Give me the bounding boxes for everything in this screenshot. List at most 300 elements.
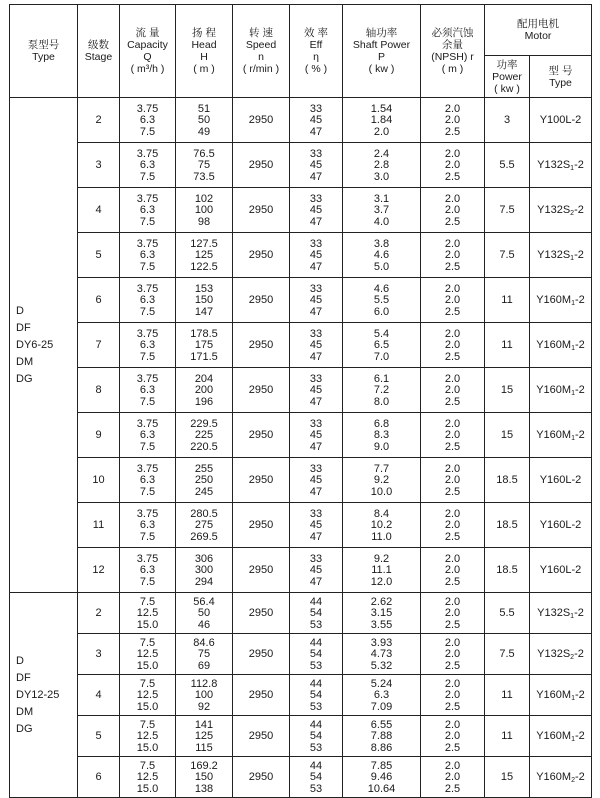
shaft-power-cell-value: 2.4 [373,147,390,160]
motor-power-cell: 15 [485,368,530,413]
npsh-cell-value: 2.0 [444,294,461,307]
shaft-power-cell [343,98,421,143]
motor-type-suffix: -2 [574,647,584,660]
shaft-power-cell [343,143,421,188]
head-cell-value: 225 [194,429,214,442]
motor-type-cell [530,278,592,323]
motor-type-cell [530,233,592,278]
motor-type-subscript: 1 [571,735,575,743]
head-cell [176,675,233,716]
head-cell [176,593,233,634]
shaft-power-cell [343,233,421,278]
capacity-cell-value: 7.5 [139,395,156,408]
speed-cell: 2950 [233,458,290,503]
shaft-power-cell [343,716,421,757]
head-cell-value: 220.5 [190,440,218,453]
shaft-power-cell-value: 3.8 [373,237,390,250]
shaft-power-cell-value: 4.6 [373,249,390,262]
motor-type-cell [530,458,592,503]
motor-type-subscript: 1 [571,434,575,442]
npsh-cell [421,98,485,143]
speed-cell: 2950 [233,503,290,548]
head-cell-value: 125 [194,249,214,262]
npsh-cell-value: 2.0 [444,249,461,262]
stage-cell: 6 [78,757,120,798]
npsh-cell-value: 2.5 [444,125,461,138]
stage-cell: 4 [78,188,120,233]
table-row [10,675,592,716]
npsh-cell-value: 2.5 [444,260,461,273]
table-row [10,143,592,188]
motor-type-cell [530,143,592,188]
efficiency-cell-value: 54 [309,771,323,784]
npsh-cell-value: 2.5 [444,530,461,543]
motor-type-suffix: -2 [574,606,584,619]
npsh-cell-value: 2.0 [444,102,461,115]
motor-power-cell: 5.5 [485,143,530,188]
head-cell-value: 100 [194,204,214,217]
shaft-power-cell-value: 8.86 [370,741,393,754]
pump-type-line: D [16,654,24,667]
table-row [10,716,592,757]
capacity-cell [120,716,176,757]
motor-type-subscript: 1 [571,344,575,352]
motor-type-base: Y160M [536,729,572,742]
speed-cell: 2950 [233,716,290,757]
pump-performance-table [9,4,592,798]
head-cell-value: 250 [194,474,214,487]
shaft-power-cell-value: 2.8 [373,159,390,172]
table-row [10,98,592,143]
head-cell [176,278,233,323]
npsh-cell-value: 2.5 [444,305,461,318]
header-motor-type: 型 号 Type [530,56,592,98]
capacity-cell-value: 15.0 [136,741,159,754]
motor-type-suffix: -2 [574,203,584,216]
shaft-power-cell-value: 4.73 [370,648,393,661]
shaft-power-cell-value: 8.0 [373,395,390,408]
npsh-cell-value: 2.0 [444,114,461,127]
capacity-cell-value: 7.5 [139,305,156,318]
pump-type-line: DY6-25 [16,338,54,351]
capacity-cell-value: 7.5 [139,170,156,183]
motor-type-suffix: -2 [574,428,585,441]
npsh-cell [421,458,485,503]
shaft-power-cell-value: 5.0 [373,260,390,273]
capacity-cell [120,368,176,413]
motor-type-suffix: -2 [574,688,585,701]
shaft-power-cell-value: 3.0 [373,170,390,183]
motor-power-cell: 11 [485,278,530,323]
head-cell-value: 150 [194,294,214,307]
head-cell-value: 204 [194,372,214,385]
efficiency-cell-value: 33 [309,102,323,115]
capacity-cell-value: 12.5 [136,607,159,620]
stage-cell: 12 [78,548,120,593]
npsh-cell-value: 2.0 [444,689,461,702]
capacity-cell-value: 6.3 [139,159,156,172]
efficiency-cell-value: 45 [309,564,323,577]
capacity-cell [120,634,176,675]
efficiency-cell-value: 45 [309,159,323,172]
motor-type-suffix: -2 [574,158,584,171]
header-head: 扬 程 Head H ( m ) [176,5,233,98]
head-cell-value: 150 [194,771,214,784]
npsh-cell [421,593,485,634]
shaft-power-cell-value: 5.5 [373,294,390,307]
motor-type-cell [530,593,592,634]
efficiency-cell-value: 47 [309,530,323,543]
capacity-cell-value: 3.75 [136,372,159,385]
shaft-power-cell-value: 3.1 [373,192,390,205]
efficiency-cell-value: 45 [309,474,323,487]
head-cell [176,634,233,675]
efficiency-cell-value: 33 [309,147,323,160]
table-row [10,368,592,413]
capacity-cell-value: 6.3 [139,474,156,487]
speed-cell: 2950 [233,233,290,278]
head-cell-value: 178.5 [190,327,218,340]
motor-type-subscript: 1 [571,694,575,702]
head-cell-value: 51 [197,102,211,115]
efficiency-cell [290,716,343,757]
speed-cell: 2950 [233,548,290,593]
stage-cell: 4 [78,675,120,716]
header-npsh: 必须汽蚀 余量 (NPSH) r ( m ) [421,5,485,98]
npsh-cell-value: 2.0 [444,718,461,731]
head-cell [176,503,233,548]
speed-cell: 2950 [233,634,290,675]
head-cell-value: 269.5 [190,530,218,543]
npsh-cell-value: 2.0 [444,429,461,442]
shaft-power-cell [343,368,421,413]
capacity-cell [120,143,176,188]
motor-power-cell: 7.5 [485,188,530,233]
speed-cell: 2950 [233,757,290,798]
shaft-power-cell [343,323,421,368]
shaft-power-cell-value: 6.5 [373,339,390,352]
efficiency-cell-value: 54 [309,607,323,620]
capacity-cell-value: 6.3 [139,249,156,262]
npsh-cell-value: 2.0 [444,507,461,520]
motor-power-cell: 15 [485,757,530,798]
shaft-power-cell-value: 7.7 [373,462,390,475]
head-cell-value: 171.5 [190,350,218,363]
pump-type-line: DG [16,372,33,385]
npsh-cell [421,503,485,548]
head-cell [176,458,233,503]
shaft-power-cell-value: 9.0 [373,440,390,453]
efficiency-cell-value: 45 [309,519,323,532]
pump-type-line: DG [16,722,33,735]
efficiency-cell-value: 33 [309,327,323,340]
efficiency-cell-value: 47 [309,575,323,588]
shaft-power-cell-value: 7.2 [373,384,390,397]
speed-cell: 2950 [233,98,290,143]
npsh-cell-value: 2.0 [444,159,461,172]
capacity-cell-value: 12.5 [136,771,159,784]
capacity-cell-value: 6.3 [139,294,156,307]
motor-power-cell: 11 [485,323,530,368]
efficiency-cell [290,323,343,368]
motor-type-cell [530,548,592,593]
speed-cell: 2950 [233,675,290,716]
head-cell [176,413,233,458]
efficiency-cell-value: 44 [309,759,323,772]
efficiency-cell [290,188,343,233]
efficiency-cell-value: 33 [309,417,323,430]
motor-type-base: Y160L-2 [539,519,582,531]
head-cell-value: 50 [197,607,211,620]
speed-cell: 2950 [233,188,290,233]
efficiency-cell-value: 53 [309,659,323,672]
pump-type-line: D [16,304,24,317]
motor-power-cell: 3 [485,98,530,143]
capacity-cell-value: 7.5 [139,530,156,543]
efficiency-cell-value: 47 [309,305,323,318]
motor-type-base: Y160M [536,770,572,783]
shaft-power-cell-value: 10.64 [367,782,396,795]
efficiency-cell [290,143,343,188]
capacity-cell-value: 7.5 [139,350,156,363]
head-cell-value: 98 [197,215,211,228]
header-efficiency: 效 率 Eff η ( % ) [290,5,343,98]
efficiency-cell-value: 33 [309,237,323,250]
motor-type-subscript: 1 [570,254,575,262]
npsh-cell-value: 2.0 [444,147,461,160]
pump-type-line: DY12-25 [16,688,60,701]
npsh-cell-value: 2.0 [444,384,461,397]
capacity-cell [120,503,176,548]
efficiency-cell-value: 47 [309,440,323,453]
npsh-cell-value: 2.0 [444,636,461,649]
head-cell-value: 112.8 [190,677,218,690]
motor-type-base: Y132S [537,203,571,216]
shaft-power-cell-value: 7.09 [370,700,393,713]
capacity-cell-value: 7.5 [139,595,156,608]
capacity-cell [120,548,176,593]
motor-type-base: Y160M [536,383,572,396]
head-cell-value: 115 [195,741,213,754]
shaft-power-cell-value: 4.6 [373,282,390,295]
motor-power-cell: 18.5 [485,548,530,593]
shaft-power-cell [343,593,421,634]
capacity-cell-value: 3.75 [136,462,159,475]
shaft-power-cell [343,675,421,716]
head-cell [176,548,233,593]
stage-cell: 3 [78,634,120,675]
npsh-cell-value: 2.5 [444,659,461,672]
efficiency-cell-value: 47 [309,170,323,183]
efficiency-cell-value: 47 [309,215,323,228]
capacity-cell [120,675,176,716]
npsh-cell-value: 2.0 [444,595,461,608]
header-capacity: 流 量 Capacity Q ( m³/h ) [120,5,176,98]
capacity-cell-value: 3.75 [136,327,159,340]
shaft-power-cell-value: 3.7 [373,204,390,217]
efficiency-cell-value: 45 [309,204,323,217]
shaft-power-cell [343,757,421,798]
head-cell-value: 49 [197,125,211,138]
efficiency-cell-value: 54 [309,648,323,661]
motor-power-cell: 15 [485,413,530,458]
head-cell-value: 100 [194,689,214,702]
capacity-cell-value: 12.5 [136,648,159,661]
shaft-power-cell-value: 6.0 [373,305,390,318]
motor-type-base: Y160M [536,688,572,701]
head-cell-value: 294 [194,575,214,588]
shaft-power-cell-value: 1.84 [370,114,393,127]
efficiency-cell-value: 47 [309,125,323,138]
head-cell-value: 102 [194,192,214,205]
efficiency-cell [290,675,343,716]
capacity-cell-value: 3.75 [136,507,159,520]
head-cell-value: 229.5 [190,417,218,430]
speed-cell: 2950 [233,593,290,634]
shaft-power-cell-value: 6.55 [370,718,393,731]
efficiency-cell [290,593,343,634]
motor-type-base: Y160L-2 [539,474,582,486]
speed-cell: 2950 [233,413,290,458]
shaft-power-cell-value: 10.0 [370,485,393,498]
capacity-cell [120,188,176,233]
table-row [10,757,592,798]
npsh-cell [421,368,485,413]
shaft-power-cell-value: 3.55 [370,618,393,631]
motor-type-suffix: -2 [574,248,584,261]
capacity-cell-value: 3.75 [136,102,159,115]
capacity-cell [120,278,176,323]
capacity-cell [120,233,176,278]
shaft-power-cell-value: 3.93 [370,636,393,649]
efficiency-cell-value: 53 [309,782,323,795]
motor-type-base: Y160M [536,428,572,441]
shaft-power-cell-value: 1.54 [370,102,393,115]
motor-power-cell: 5.5 [485,593,530,634]
npsh-cell-value: 2.5 [444,215,461,228]
capacity-cell-value: 3.75 [136,147,159,160]
shaft-power-cell-value: 12.0 [370,575,393,588]
table-row [10,503,592,548]
npsh-cell-value: 2.5 [444,700,461,713]
stage-cell: 3 [78,143,120,188]
npsh-cell-value: 2.5 [444,395,461,408]
motor-type-base: Y132S [537,647,571,660]
efficiency-cell [290,458,343,503]
npsh-cell-value: 2.5 [444,575,461,588]
stage-cell: 8 [78,368,120,413]
efficiency-cell [290,634,343,675]
efficiency-cell-value: 47 [309,485,323,498]
shaft-power-cell-value: 9.2 [373,474,390,487]
capacity-cell-value: 7.5 [139,759,156,772]
npsh-cell [421,548,485,593]
head-cell-value: 46 [197,618,211,631]
npsh-cell-value: 2.0 [444,759,461,772]
capacity-cell [120,458,176,503]
table-row [10,188,592,233]
shaft-power-cell-value: 3.15 [370,607,393,620]
header-motor-power: 功率 Power ( kw ) [485,56,530,98]
head-cell-value: 84.6 [193,636,215,649]
capacity-cell-value: 15.0 [136,618,159,631]
efficiency-cell-value: 45 [309,384,323,397]
shaft-power-cell-value: 5.32 [370,659,393,672]
motor-type-cell [530,188,592,233]
npsh-cell [421,634,485,675]
capacity-cell [120,413,176,458]
efficiency-cell-value: 44 [309,636,323,649]
stage-cell: 2 [78,98,120,143]
motor-type-base: Y132S [537,248,571,261]
efficiency-cell [290,278,343,323]
shaft-power-cell [343,548,421,593]
npsh-cell [421,757,485,798]
capacity-cell-value: 7.5 [139,125,156,138]
capacity-cell-value: 3.75 [136,417,159,430]
efficiency-cell-value: 33 [309,282,323,295]
head-cell-value: 122.5 [190,260,218,273]
npsh-cell-value: 2.0 [444,462,461,475]
motor-type-suffix: -2 [574,729,585,742]
efficiency-cell-value: 44 [309,595,323,608]
efficiency-cell-value: 54 [309,689,323,702]
capacity-cell [120,323,176,368]
head-cell [176,368,233,413]
shaft-power-cell-value: 9.46 [370,771,393,784]
shaft-power-cell-value: 9.2 [373,552,390,565]
npsh-cell [421,716,485,757]
efficiency-cell-value: 53 [309,618,323,631]
motor-type-subscript: 1 [570,612,575,620]
pump-type-line: DF [16,321,31,334]
efficiency-cell-value: 54 [309,730,323,743]
shaft-power-cell-value: 11.0 [371,530,392,543]
motor-power-cell: 11 [485,716,530,757]
motor-power-cell: 7.5 [485,634,530,675]
head-cell-value: 56.4 [193,595,215,608]
motor-type-cell [530,716,592,757]
pump-spec-sheet [9,4,591,798]
shaft-power-cell-value: 2.0 [373,125,390,138]
capacity-cell-value: 3.75 [136,237,159,250]
table-row [10,278,592,323]
speed-cell: 2950 [233,368,290,413]
table-row [10,413,592,458]
stage-cell: 7 [78,323,120,368]
capacity-cell-value: 7.5 [139,260,156,273]
speed-cell: 2950 [233,278,290,323]
stage-cell: 5 [78,716,120,757]
efficiency-cell [290,548,343,593]
head-cell [176,188,233,233]
head-cell-value: 92 [197,700,211,713]
npsh-cell-value: 2.5 [444,350,461,363]
speed-cell: 2950 [233,323,290,368]
efficiency-cell-value: 33 [309,507,323,520]
motor-type-suffix: -2 [574,338,585,351]
capacity-cell [120,757,176,798]
shaft-power-cell-value: 7.0 [373,350,390,363]
efficiency-cell-value: 33 [309,462,323,475]
table-row [10,323,592,368]
head-cell-value: 76.5 [193,147,215,160]
efficiency-cell-value: 45 [309,114,323,127]
capacity-cell-value: 7.5 [139,718,156,731]
shaft-power-cell-value: 2.62 [370,595,393,608]
head-cell [176,143,233,188]
shaft-power-cell-value: 4.0 [373,215,390,228]
